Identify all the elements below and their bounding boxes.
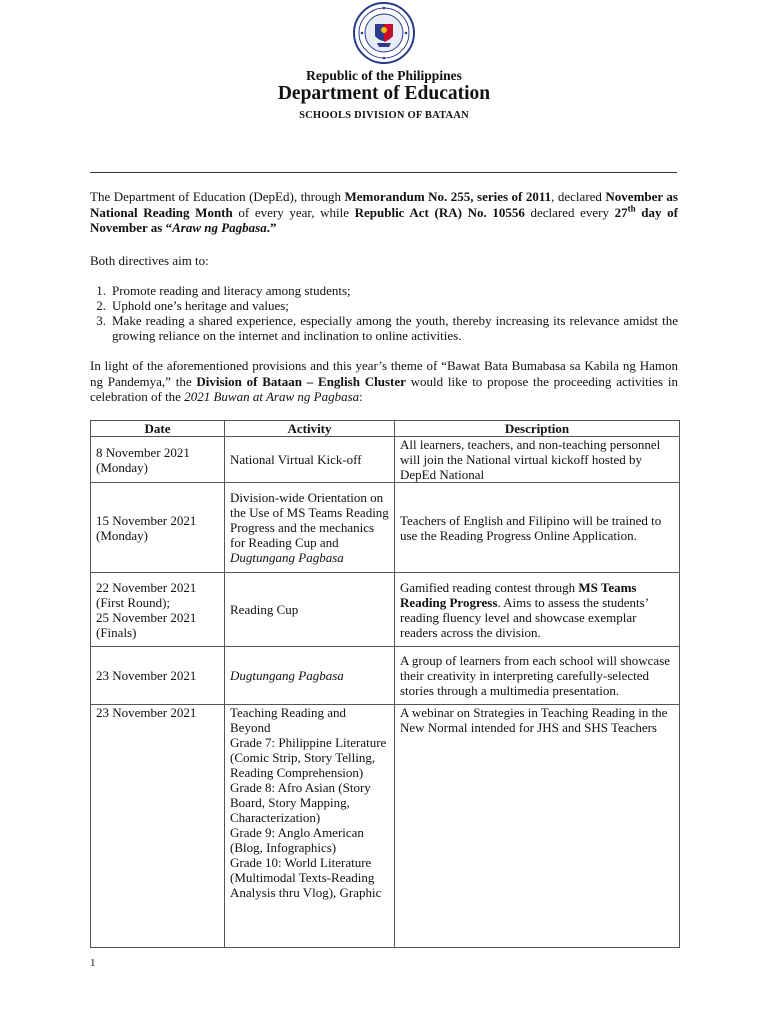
activity-line: Grade 8: Afro Asian (Story Board, Story Mapping, Characterization) xyxy=(230,780,371,825)
cluster-name: Division of Bataan – English Cluster xyxy=(196,373,406,389)
date-line: (Monday) xyxy=(96,459,148,475)
intro-text: declared every xyxy=(524,204,615,220)
proposal-text: In light of the aforementioned provisions and this year’s theme of “Bawat Bata Bumabasa sa Kabila ng Hamon ng Pandemya,” the xyxy=(90,358,678,389)
activity-italic: Dugtungang Pagbasa xyxy=(230,550,344,565)
column-header-activity: Activity xyxy=(225,421,395,437)
activity-cell xyxy=(225,483,395,573)
activity-line: Grade 9: Anglo American (Blog, Infographics) xyxy=(230,825,364,855)
list-item xyxy=(90,298,678,313)
description-cell xyxy=(395,573,680,647)
activity-cell: National Virtual Kick-off xyxy=(225,437,395,483)
intro-text: The Department of Education (DepEd), through xyxy=(90,189,345,204)
reading-month: November as National Reading Month xyxy=(90,189,678,220)
list-item xyxy=(90,313,678,343)
department-heading: Department of Education xyxy=(277,83,491,104)
activity-cell xyxy=(225,647,395,705)
list-number: 2. xyxy=(96,298,106,313)
proposal-text: would like to propose the proceeding activities in celebration of the xyxy=(90,373,678,404)
division-heading: SCHOOLS DIVISION OF BATAAN xyxy=(299,110,469,121)
republic-act-reference: Republic Act (RA) No. 10556 xyxy=(354,204,525,220)
deped-seal-icon xyxy=(353,2,415,64)
table-row xyxy=(91,437,680,483)
list-number: 3. xyxy=(96,313,106,328)
intro-text: , declared xyxy=(551,189,606,204)
description-cell: A webinar on Strategies in Teaching Reading in the New Normal intended for JHS and SHS Teachers xyxy=(395,705,680,948)
date-cell xyxy=(91,437,225,483)
column-header-date: Date xyxy=(91,421,225,437)
proposal-paragraph xyxy=(90,358,678,405)
date-line: 8 November 2021 xyxy=(96,444,190,460)
aims-intro: Both directives aim to: xyxy=(90,253,209,268)
date-line: 25 November 2021 xyxy=(96,609,197,625)
description-bold: MS Teams Reading Progress xyxy=(400,579,637,610)
activity-cell: Reading Cup xyxy=(225,573,395,647)
list-number: 1. xyxy=(96,283,106,298)
date-cell xyxy=(91,573,225,647)
list-text: Promote reading and literacy among students; xyxy=(112,283,351,298)
activity-line: Teaching Reading and Beyond xyxy=(230,705,347,735)
description-text: Gamified reading contest through xyxy=(400,579,579,595)
header-divider xyxy=(90,172,677,173)
date-line: (First Round); xyxy=(96,594,171,610)
republic-heading: Republic of the Philippines xyxy=(306,68,462,83)
activity-line: Grade 10: World Literature (Multimodal Texts-Reading Analysis thru Vlog), Graphic xyxy=(230,855,382,900)
description-cell: A group of learners from each school will showcase their creativity in interpreting carefully-selected stories through a multimedia presentation. xyxy=(395,647,680,705)
date-line: 15 November 2021 xyxy=(96,512,197,528)
date-line: 22 November 2021 xyxy=(96,579,197,595)
intro-text: of every year, while xyxy=(232,204,355,220)
page-number: 1 xyxy=(90,957,96,969)
activity-cell xyxy=(225,705,395,948)
list-text: Make reading a shared experience, especially among the youth, thereby increasing its relevance amidst the growing reliance on the internet and inclination to online activities. xyxy=(112,313,678,343)
day-suffix: th xyxy=(627,203,636,214)
event-name: 2021 Buwan at Araw ng Pagbasa xyxy=(184,389,360,404)
activity-text: Division-wide Orientation on the Use of MS Teams Reading Progress and the mechanics for Reading Cup and xyxy=(230,490,389,550)
day-text: day of November as “ xyxy=(90,204,679,235)
proposal-text: : xyxy=(359,389,363,404)
date-cell: 23 November 2021 xyxy=(91,705,225,948)
date-line: (Monday) xyxy=(96,527,148,543)
aims-list xyxy=(90,283,678,343)
date-line: (Finals) xyxy=(96,624,137,640)
description-cell: Teachers of English and Filipino will be trained to use the Reading Progress Online Application. xyxy=(395,483,680,573)
table-header-row xyxy=(91,421,680,437)
list-text: Uphold one’s heritage and values; xyxy=(112,298,289,313)
intro-paragraph xyxy=(90,189,678,236)
list-item xyxy=(90,283,678,298)
table-row xyxy=(91,705,680,948)
intro-text: .” xyxy=(266,220,277,235)
description-text: . Aims to assess the students’ reading fluency level and showcase exemplar readers across the division. xyxy=(400,594,649,640)
table-row xyxy=(91,573,680,647)
activity-line: Grade 7: Philippine Literature (Comic Strip, Story Telling, Reading Comprehension) xyxy=(230,735,387,780)
date-cell xyxy=(91,483,225,573)
activities-table xyxy=(90,420,680,948)
column-header-description: Description xyxy=(395,421,680,437)
activity-italic: Dugtungang Pagbasa xyxy=(230,668,344,683)
day-number: 27 xyxy=(614,204,628,220)
date-cell: 23 November 2021 xyxy=(91,647,225,705)
araw-ng-pagbasa: Araw ng Pagbasa xyxy=(172,220,267,235)
memo-reference: Memorandum No. 255, series of 2011 xyxy=(344,189,552,204)
description-cell: All learners, teachers, and non-teaching personnel will join the National virtual kickoff hosted by DepEd National xyxy=(395,437,680,483)
table-row xyxy=(91,647,680,705)
table-row xyxy=(91,483,680,573)
